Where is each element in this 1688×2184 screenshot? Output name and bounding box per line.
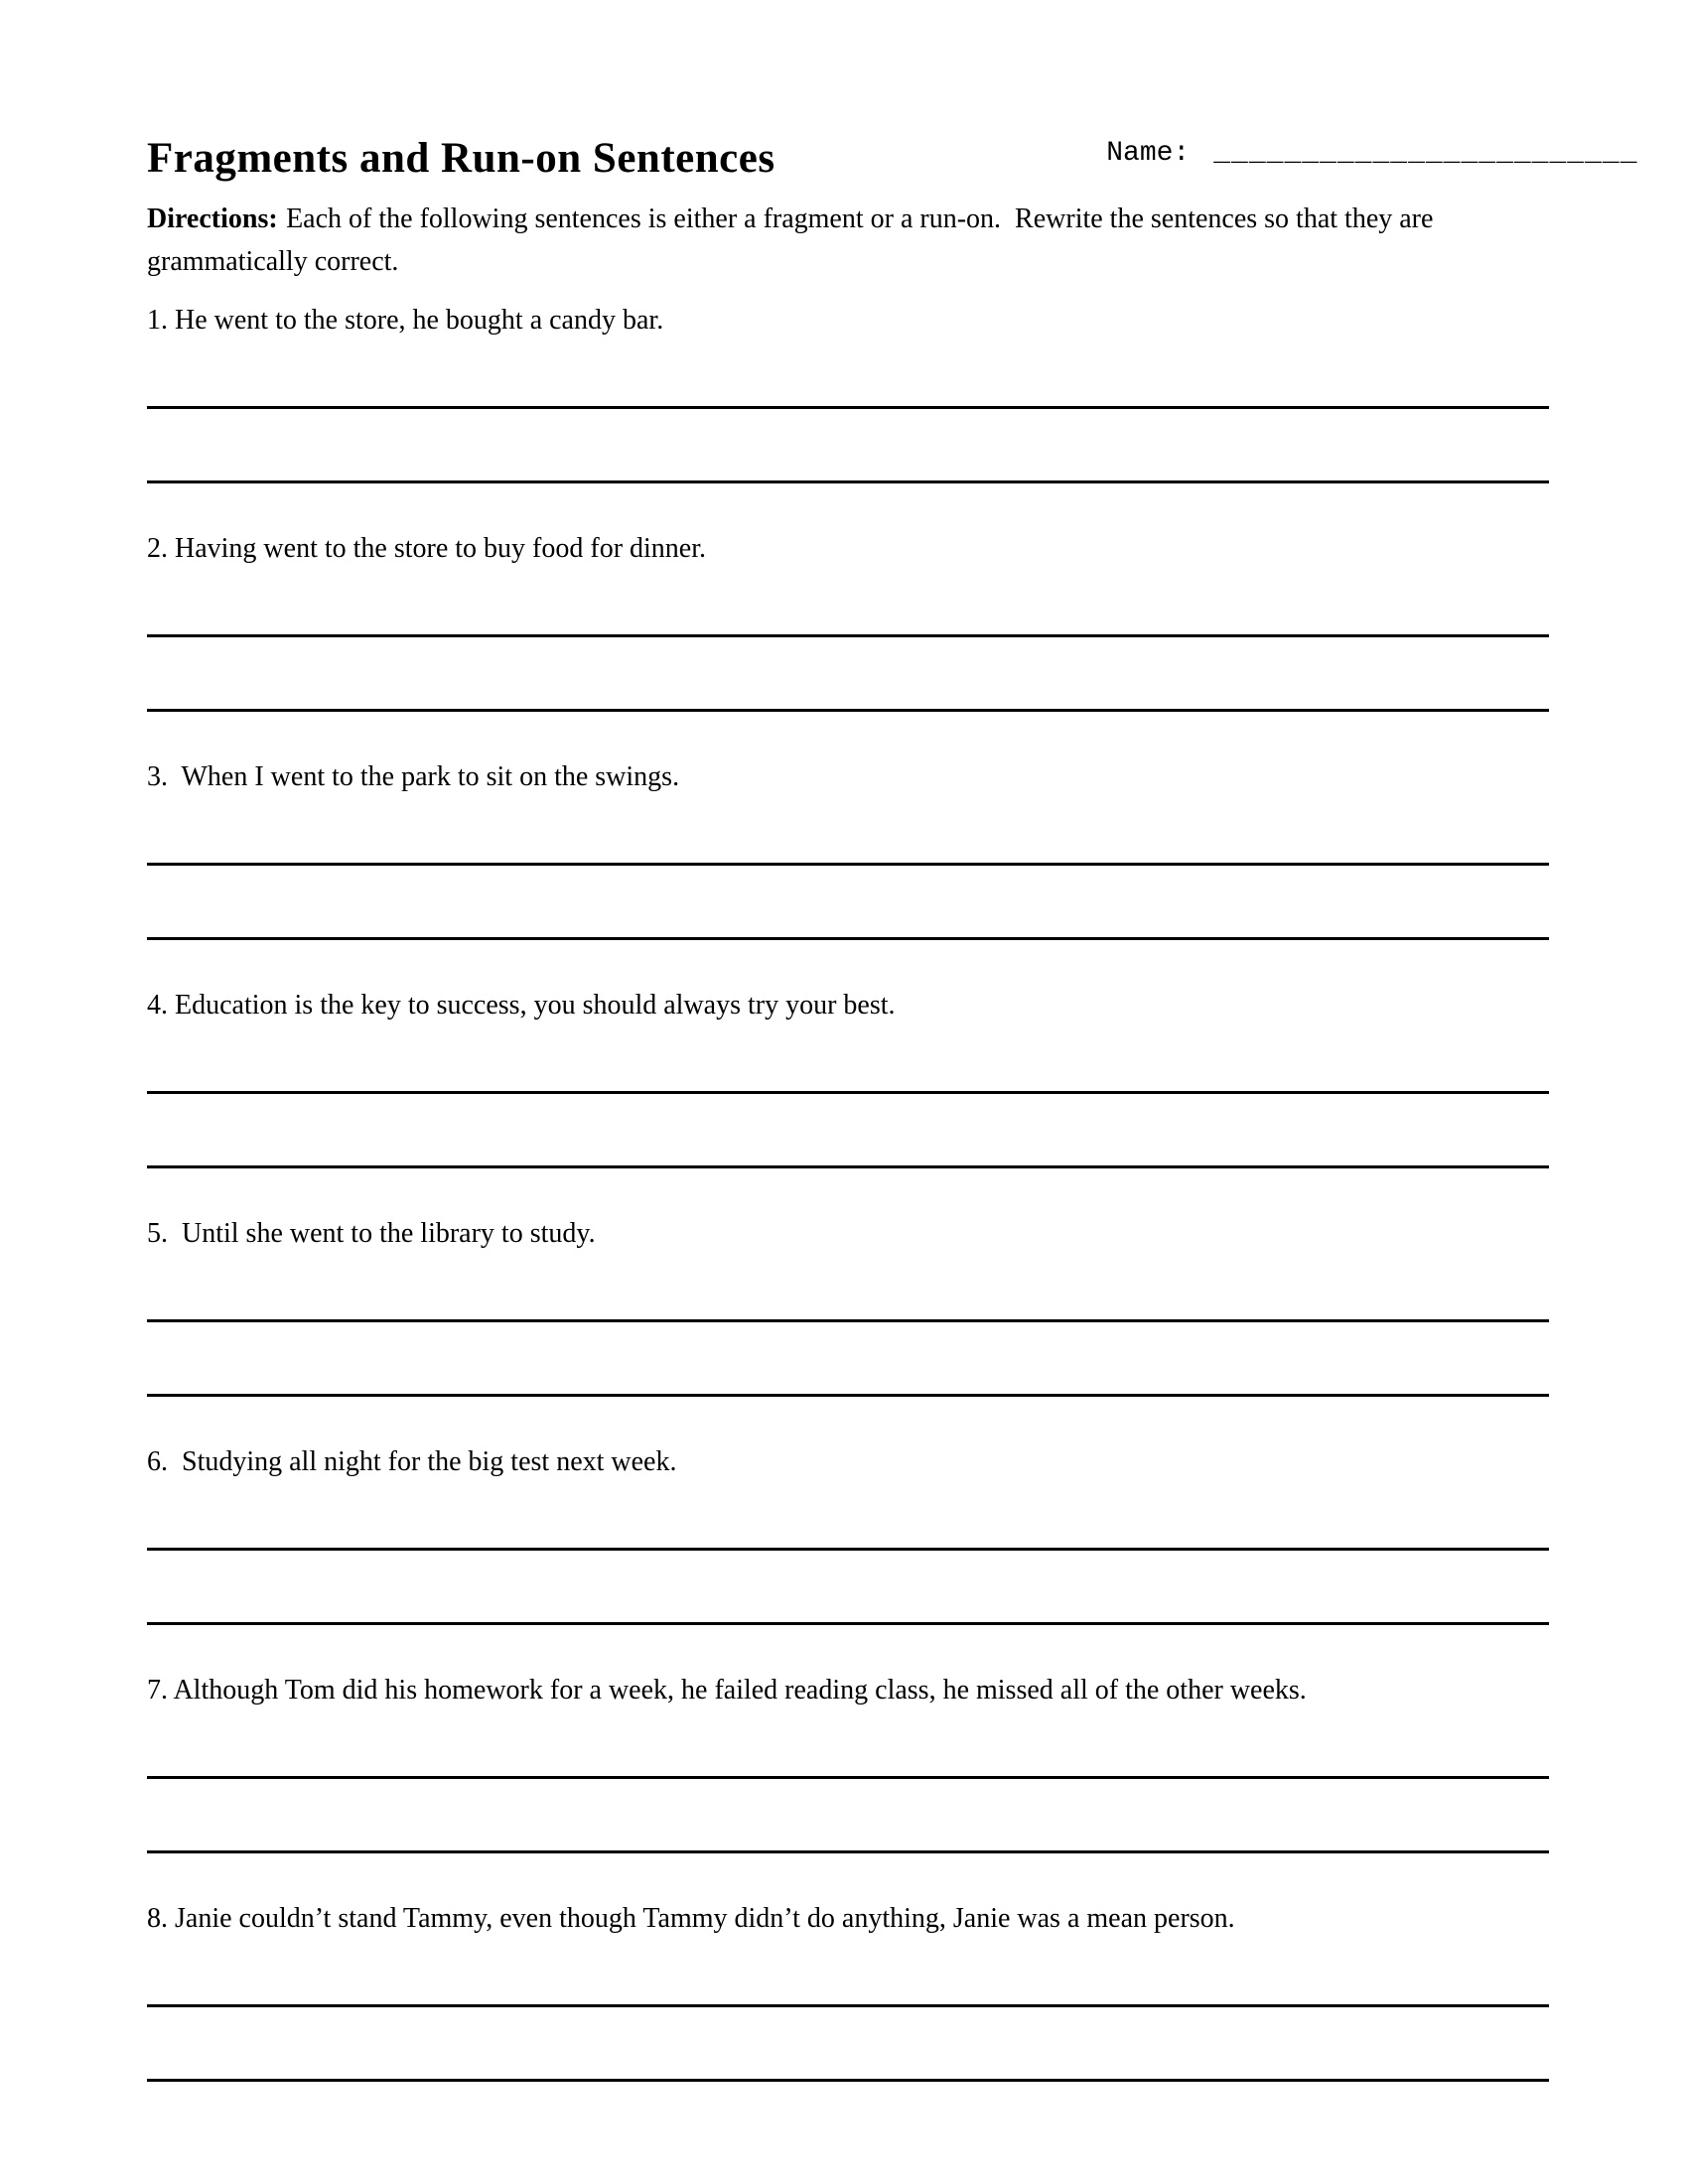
answer-line-4a[interactable] [147, 1091, 1549, 1094]
question-item-3 [147, 757, 1557, 940]
question-text-6: 6. Studying all night for the big test next week. [147, 1446, 677, 1477]
question-text-7: 7. Although Tom did his homework for a week, he failed reading class, he missed all of the other weeks. [147, 1675, 1307, 1706]
answer-line-7b[interactable] [147, 1850, 1549, 1853]
answer-line-8b[interactable] [147, 2079, 1549, 2082]
page-title: Fragments and Run-on Sentences [147, 135, 775, 182]
question-item-5 [147, 1214, 1557, 1397]
answer-line-5a[interactable] [147, 1319, 1549, 1322]
directions [147, 198, 1557, 283]
question-text-5: 5. Until she went to the library to study. [147, 1218, 596, 1249]
question-text-3: 3. When I went to the park to sit on the swings. [147, 761, 680, 792]
question-item-6 [147, 1442, 1557, 1625]
answer-line-8a[interactable] [147, 2004, 1549, 2007]
answer-line-1a[interactable] [147, 406, 1549, 409]
question-text-4: 4. Education is the key to success, you should always try your best. [147, 990, 896, 1021]
name-label: Name: [1106, 138, 1191, 169]
question-text-2: 2. Having went to the store to buy food for dinner. [147, 533, 707, 564]
question-item-7 [147, 1671, 1557, 1853]
answer-line-4b[interactable] [147, 1165, 1549, 1168]
question-text-1: 1. He went to the store, he bought a candy bar. [147, 305, 664, 336]
question-text-8: 8. Janie couldn’t stand Tammy, even though Tammy didn’t do anything, Janie was a mean person. [147, 1903, 1235, 1934]
question-item-4 [147, 986, 1557, 1168]
name-blank-line[interactable]: ________________________ [1213, 138, 1638, 169]
question-item-2 [147, 529, 1557, 712]
directions-text: Each of the following sentences is either a fragment or a run-on. Rewrite the sentences so that they are grammatically correct. [147, 204, 1441, 277]
answer-line-5b[interactable] [147, 1394, 1549, 1397]
answer-line-7a[interactable] [147, 1776, 1549, 1779]
worksheet-content [147, 0, 1557, 2082]
question-item-8 [147, 1899, 1557, 2082]
answer-line-6a[interactable] [147, 1548, 1549, 1551]
answer-line-1b[interactable] [147, 480, 1549, 483]
question-item-1 [147, 301, 1557, 483]
answer-line-3b[interactable] [147, 937, 1549, 940]
answer-line-2a[interactable] [147, 634, 1549, 637]
answer-line-6b[interactable] [147, 1622, 1549, 1625]
directions-label: Directions: [147, 204, 278, 234]
answer-line-3a[interactable] [147, 863, 1549, 866]
answer-line-2b[interactable] [147, 709, 1549, 712]
